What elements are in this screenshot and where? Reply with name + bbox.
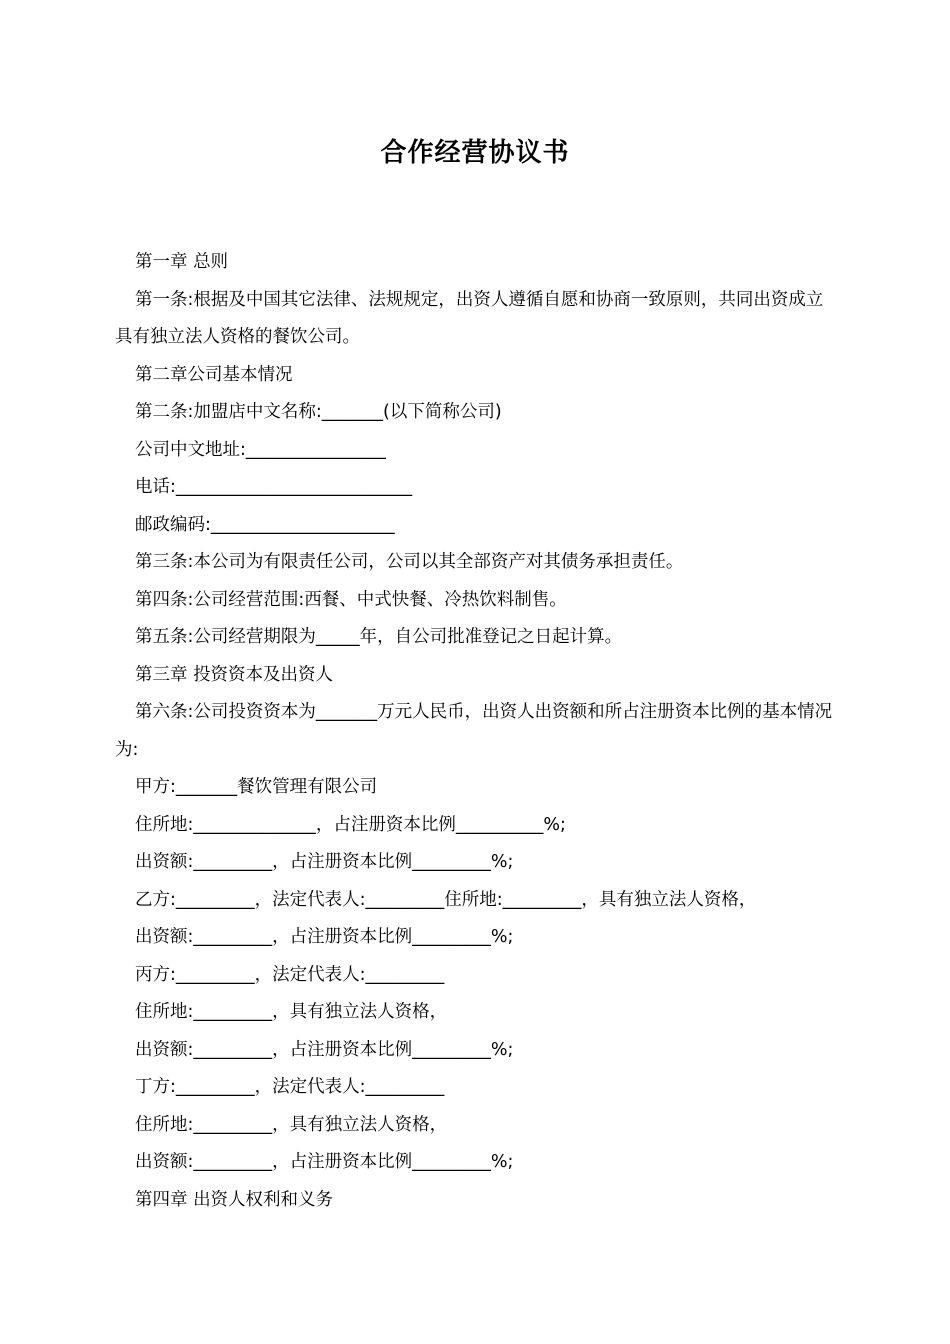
party-line: 出资额:_________，占注册资本比例_________%; (135, 927, 514, 947)
document-title: 合作经营协议书 (380, 138, 570, 168)
chapter-heading: 第一章 总则 (135, 252, 229, 272)
party-line: 乙方:_________，法定代表人:_________住所地:_________，具有独立法人资格， (135, 889, 757, 910)
party-line: 丁方:_________，法定代表人:_________ (135, 1077, 445, 1097)
chapter-heading: 第三章 投资资本及出资人 (135, 664, 334, 685)
chapter-heading: 第二章公司基本情况 (135, 364, 293, 385)
article-paragraph: 第五条:公司经营期限为_____年，自公司批准登记之日起计算。 (135, 627, 623, 647)
party-line: 住所地:______________，占注册资本比例__________%; (135, 814, 566, 835)
party-line: 住所地:_________，具有独立法人资格， (135, 1002, 448, 1022)
document-body (115, 244, 837, 1219)
party-line: 出资额:_________，占注册资本比例_________%; (135, 852, 514, 872)
form-field-line: 电话:___________________________ (135, 477, 413, 497)
chapter-heading: 第四章 出资人权利和义务 (135, 1189, 334, 1210)
party-line: 住所地:_________，具有独立法人资格， (135, 1114, 448, 1135)
article-paragraph: 第三条:本公司为有限责任公司，公司以其全部资产对其债务承担责任。 (135, 552, 684, 572)
form-field-line: 公司中文地址:________________ (135, 439, 386, 460)
article-paragraph: 第六条:公司投资资本为_______万元人民币，出资人出资额和所占注册资本比例的基本情况为: (115, 702, 833, 760)
party-line: 出资额:_________，占注册资本比例_________%; (135, 1039, 514, 1060)
article-paragraph: 第二条:加盟店中文名称:_______(以下简称公司) (135, 402, 502, 422)
article-paragraph: 第一条:根据及中国其它法律、法规规定，出资人遵循自愿和协商一致原则，共同出资成立具有独立法人资格的餐饮公司。 (115, 289, 824, 347)
party-line: 甲方:_______餐饮管理有限公司 (135, 777, 378, 797)
party-line: 丙方:_________，法定代表人:_________ (135, 964, 445, 985)
party-line: 出资额:_________，占注册资本比例_________%; (135, 1152, 514, 1172)
form-field-line: 邮政编码:_____________________ (135, 514, 395, 535)
article-paragraph: 第四条:公司经营范围:西餐、中式快餐、冷热饮料制售。 (135, 589, 567, 610)
